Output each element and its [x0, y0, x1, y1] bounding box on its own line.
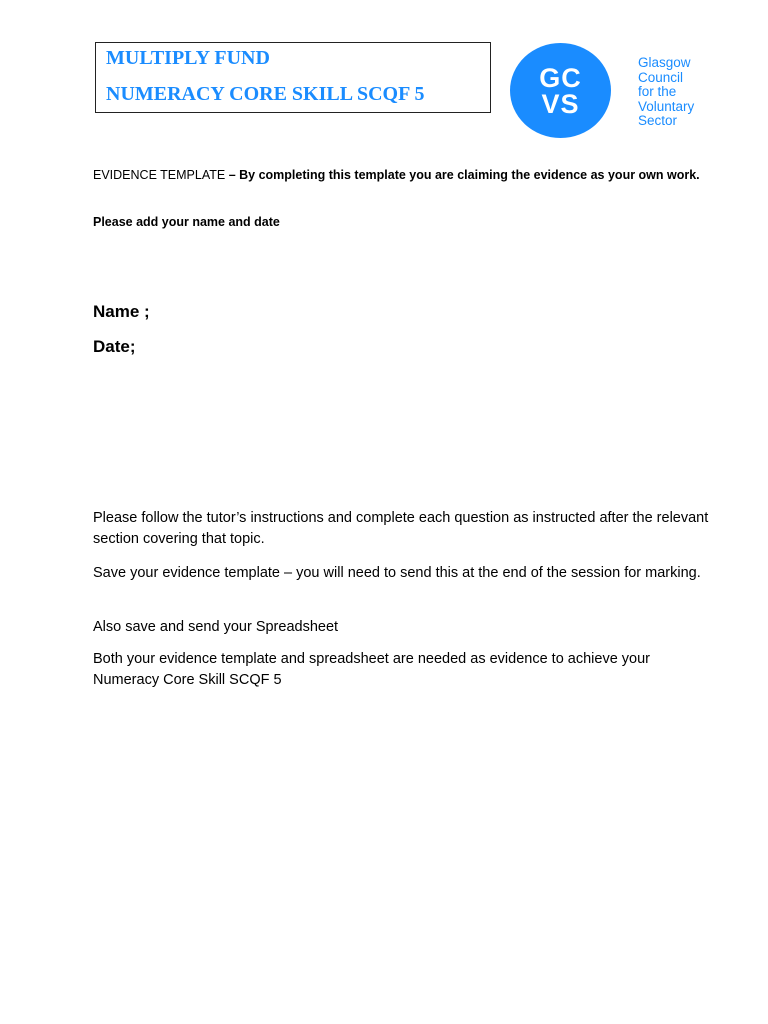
logo-monogram-top: GC	[539, 62, 582, 93]
organisation-name-line: for the	[638, 84, 677, 99]
instruction-paragraph: Both your evidence template and spreadsheet are needed as evidence to achieve your Numeracy Core Skill SCQF 5	[93, 651, 651, 688]
instruction-paragraph: Also save and send your Spreadsheet	[93, 619, 339, 635]
evidence-heading: EVIDENCE TEMPLATE	[93, 168, 226, 182]
document-title: MULTIPLY FUND	[106, 47, 270, 69]
organisation-name-line: Glasgow	[638, 55, 691, 70]
organisation-name-line: Voluntary	[638, 98, 695, 114]
organisation-name	[638, 56, 738, 129]
evidence-statement	[93, 166, 713, 185]
instruction-paragraph: Please follow the tutor’s instructions and complete each question as instructed after the relevant section covering that topic.	[93, 510, 709, 547]
evidence-claim-text: – By completing this template you are claiming the evidence as your own work.	[225, 168, 700, 182]
organisation-name-line: Council	[638, 69, 684, 85]
instruction-paragraph: Save your evidence template – you will need to send this at the end of the session for marking.	[93, 565, 701, 581]
add-name-date-instruction: Please add your name and date	[93, 215, 280, 229]
document-subtitle: NUMERACY CORE SKILL SCQF 5	[106, 83, 425, 105]
name-field-label: Name ;	[93, 302, 150, 321]
date-field-label: Date;	[93, 337, 136, 356]
gcvs-logo	[510, 43, 611, 138]
title-box	[95, 42, 491, 113]
logo-monogram-bottom: VS	[541, 88, 580, 119]
organisation-name-line: Sector	[638, 113, 678, 128]
